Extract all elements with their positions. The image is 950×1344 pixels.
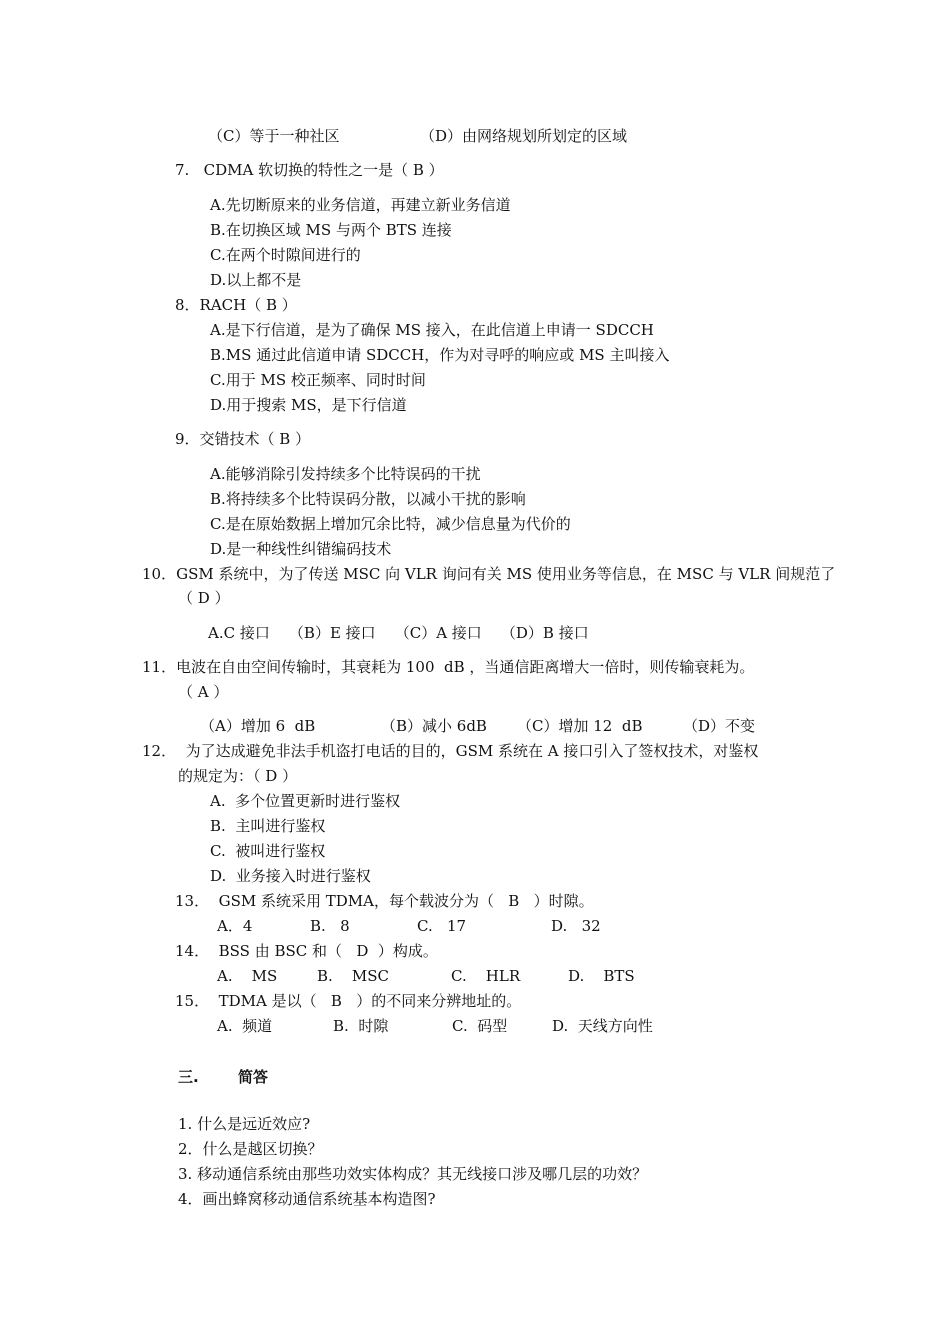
q7-option-b: B.在切换区域 MS 与两个 BTS 连接 bbox=[210, 221, 452, 239]
short-answer-2: 2．什么是越区切换？ bbox=[178, 1140, 323, 1158]
q9-option-a: A.能够消除引发持续多个比特误码的干扰 bbox=[210, 465, 481, 483]
q10-stem: 10．GSM 系统中，为了传送 MSC 向 VLR 询问有关 MS 使用业务等信息，在 MSC 与 VLR 间规范了 bbox=[142, 565, 836, 583]
q8-stem: 8．RACH（ B ） bbox=[175, 296, 297, 314]
q14-option-b: B. MSC bbox=[317, 967, 389, 985]
q10-answer: （ D ） bbox=[178, 589, 230, 607]
q13-stem: 13． GSM 系统采用 TDMA，每个载波分为（ B ）时隙。 bbox=[175, 892, 594, 910]
section-3-number: 三. bbox=[178, 1068, 199, 1086]
q12-option-b: B. 主叫进行鉴权 bbox=[210, 817, 326, 835]
q7-option-a: A.先切断原来的业务信道，再建立新业务信道 bbox=[210, 196, 511, 214]
q9-option-d: D.是一种线性纠错编码技术 bbox=[210, 540, 392, 558]
q13-option-a: A．4 bbox=[217, 917, 253, 935]
q7-option-d: D.以上都不是 bbox=[210, 271, 302, 289]
q12-stem-cont: 的规定为：（ D ） bbox=[178, 767, 298, 785]
q8-option-b: B.MS 通过此信道申请 SDCCH，作为对寻呼的响应或 MS 主叫接入 bbox=[210, 346, 670, 364]
q13-option-c: C. 17 bbox=[417, 917, 467, 935]
q6-option-c: （C）等于一种社区 bbox=[208, 127, 340, 145]
q12-option-a: A. 多个位置更新时进行鉴权 bbox=[210, 792, 401, 810]
q14-stem: 14． BSS 由 BSC 和（ D ）构成。 bbox=[175, 942, 438, 960]
q9-option-c: C.是在原始数据上增加冗余比特，减少信息量为代价的 bbox=[210, 515, 571, 533]
q8-option-c: C.用于 MS 校正频率、同时时间 bbox=[210, 371, 426, 389]
q15-option-a: A. 频道 bbox=[217, 1017, 273, 1035]
q9-stem: 9．交错技术（ B ） bbox=[175, 430, 311, 448]
q7-stem: 7. CDMA 软切换的特性之一是（ B ） bbox=[175, 161, 444, 179]
q11-option-b: （B）减小 6dB bbox=[381, 717, 487, 735]
q8-option-a: A.是下行信道，是为了确保 MS 接入，在此信道上申请一 SDCCH bbox=[210, 321, 654, 339]
q12-option-d: D. 业务接入时进行鉴权 bbox=[210, 867, 371, 885]
q11-option-a: （A）增加 6 dB bbox=[200, 717, 316, 735]
q14-option-d: D. BTS bbox=[568, 967, 635, 985]
short-answer-4: 4．画出蜂窝移动通信系统基本构造图? bbox=[178, 1190, 436, 1208]
q14-option-a: A. MS bbox=[217, 967, 278, 985]
q7-option-c: C.在两个时隙间进行的 bbox=[210, 246, 361, 264]
q10-options: A.C 接口 （B）E 接口 （C）A 接口 （D）B 接口 bbox=[208, 624, 589, 642]
q15-stem: 15． TDMA 是以（ B ）的不同来分辨地址的。 bbox=[175, 992, 522, 1010]
short-answer-3: 3. 移动通信系统由那些功效实体构成？其无线接口涉及哪几层的功效？ bbox=[178, 1165, 648, 1183]
q11-option-d: （D）不变 bbox=[683, 717, 756, 735]
short-answer-1: 1. 什么是远近效应? bbox=[178, 1115, 311, 1133]
q11-answer: （ A ） bbox=[178, 683, 229, 701]
section-3-title: 简答 bbox=[238, 1068, 269, 1086]
q12-stem: 12． 为了达成避免非法手机盗打电话的目的，GSM 系统在 A 接口引入了签权技术，对鉴权 bbox=[142, 742, 759, 760]
q13-option-b: B. 8 bbox=[310, 917, 350, 935]
q15-option-d: D. 天线方向性 bbox=[552, 1017, 653, 1035]
q15-option-c: C. 码型 bbox=[452, 1017, 508, 1035]
q9-option-b: B.将持续多个比特误码分散，以减小干扰的影响 bbox=[210, 490, 526, 508]
q15-option-b: B. 时隙 bbox=[333, 1017, 389, 1035]
q11-option-c: （C）增加 12 dB bbox=[517, 717, 643, 735]
q11-stem: 11．电波在自由空间传输时，其衰耗为 100 dB ，当通信距离增大一倍时，则传输衰耗为。 bbox=[142, 658, 755, 676]
q8-option-d: D.用于搜索 MS，是下行信道 bbox=[210, 396, 407, 414]
q14-option-c: C. HLR bbox=[451, 967, 521, 985]
q13-option-d: D. 32 bbox=[551, 917, 601, 935]
q6-option-d: （D）由网络规划所划定的区域 bbox=[420, 127, 628, 145]
q12-option-c: C. 被叫进行鉴权 bbox=[210, 842, 326, 860]
